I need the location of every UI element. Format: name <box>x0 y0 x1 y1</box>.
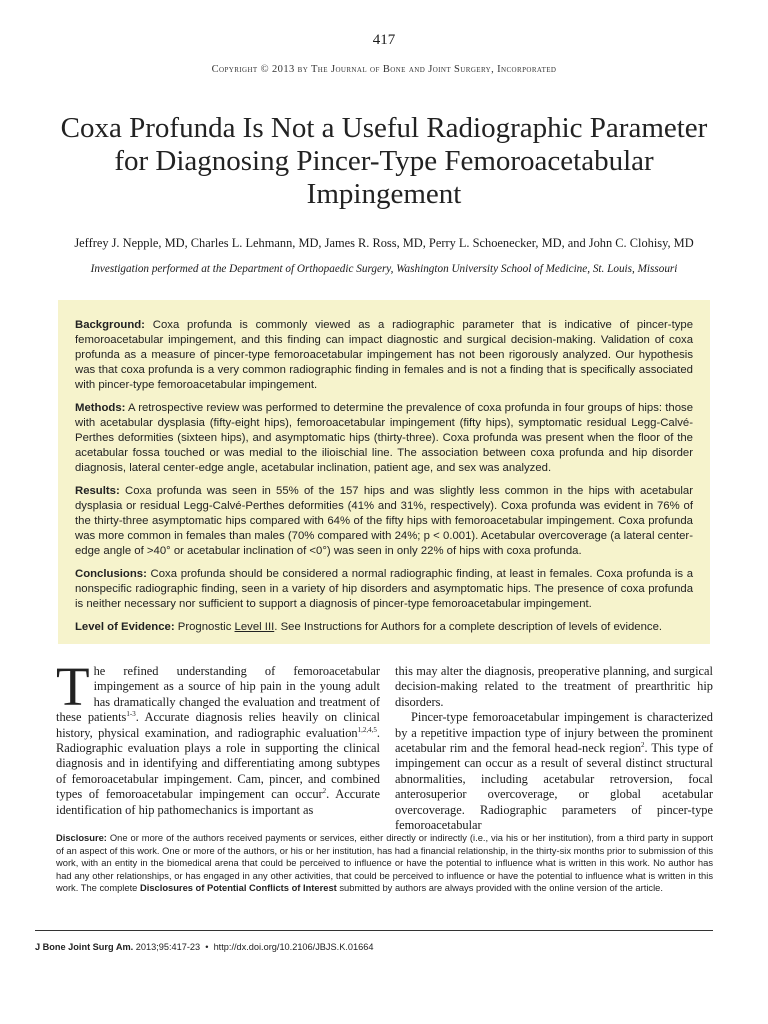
intro-text-2: . Accurate diagnosis relies heavily on clinical history, physical examination, and radiographic evaluation <box>56 710 380 740</box>
pincer-text-2: . This type of impingement can occur as a result of several distinct structural abnormalities, including acetabular retroversion, focal anterosuperior overcoverage, or global acetabular overcoverage. Radiographic parameters of pincer-type femoroacetabular <box>395 741 713 833</box>
doi-link[interactable]: http://dx.doi.org/10.2106/JBJS.K.01664 <box>213 942 374 952</box>
disclosure-note <box>56 832 713 895</box>
article-title: Coxa Profunda Is Not a Useful Radiographic Parameter for Diagnosing Pincer-Type Femoroacetabular Impingement <box>60 112 708 210</box>
citation-ref[interactable]: 1,2,4,5 <box>357 725 377 734</box>
disclosures-link[interactable]: Disclosures of Potential Conflicts of Interest <box>139 883 337 894</box>
intro-paragraph <box>56 656 380 818</box>
intro-text-4: . Accurate identification of hip pathomechanics is important as <box>56 787 380 817</box>
citation-ref[interactable]: 2 <box>641 740 645 749</box>
disclosure-tail: submitted by authors are always provided with the online version of the article. <box>339 883 663 894</box>
journal-name: J Bone Joint Surg Am. <box>35 942 134 952</box>
level-prefix: Prognostic <box>177 621 232 633</box>
body-column-right <box>395 664 713 833</box>
bullet-separator: • <box>205 942 209 952</box>
copyright-line: Copyright © 2013 by The Journal of Bone and Joint Surgery, Incorporated <box>211 64 557 75</box>
pincer-paragraph <box>395 710 713 833</box>
footer-citation <box>35 942 373 952</box>
affiliation: Investigation performed at the Department of Orthopaedic Surgery, Washington University School of Medicine, St. Louis, Missouri <box>90 263 678 275</box>
page-number: 417 <box>372 32 396 48</box>
methods-text: A retrospective review was performed to determine the prevalence of coxa profunda in four groups of hips: those with acetabular dysplasia (fifty-eight hips), femoroacetabular impingement (fifty hips), symptomatic residual Legg-Calvé-Perthes deformities (sixteen hips), and asymptomatic hips (thirty-three). Coxa profunda was present when the floor of the acetabular fossa touched or was medial to the ilioischial line. The association between coxa profunda and hip disorder diagnosis, lateral center-edge angle, acetabular inclination, patient age, and sex was analyzed. <box>75 402 693 474</box>
intro-text-1: he refined understanding of femoroacetabular impingement as a source of hip pain in the young adult has dramatically changed the evaluation and treatment of these patients <box>56 664 380 725</box>
abstract-methods <box>75 401 693 476</box>
citation-ref[interactable]: 2 <box>322 787 327 796</box>
author-list: Jeffrey J. Nepple, MD, Charles L. Lehmann, MD, James R. Ross, MD, Perry L. Schoenecker, MD, and John C. Clohisy, MD <box>74 236 694 250</box>
abstract-background <box>75 318 693 393</box>
level-suffix: . See Instructions for Authors for a complete description of levels of evidence. <box>274 621 663 633</box>
level-heading: Level of Evidence: <box>75 621 175 633</box>
drop-cap: T <box>56 656 90 717</box>
abstract-conclusions <box>75 567 693 612</box>
pincer-text-1: Pincer-type femoroacetabular impingement is characterized by a repetitive impaction type of injury between the prominent acetabular rim and the femoral head-neck region <box>395 710 713 756</box>
intro-text-3: . Radiographic evaluation plays a role in supporting the clinical diagnosis and in identifying and differentiating among subtypes of femoroacetabular impingement. Cam, pincer, and combined types of femoroacetabular impingement can occur <box>56 725 380 802</box>
background-heading: Background: <box>75 319 145 331</box>
abstract-level-of-evidence <box>75 620 693 635</box>
abstract-box <box>58 300 710 644</box>
results-text: Coxa profunda was seen in 55% of the 157 hips and was slightly less common in the hips with acetabular dysplasia or residual Legg-Calvé-Perthes deformities (41% and 31%, respectively). Coxa profunda was evident in 76% of the thirty-three asymptomatic hips compared with 64% of the fifty hips with femoroacetabular impingement. Coxa profunda was more common in females than males (70% compared with 24%; p < 0.001). Acetabular overcoverage (a lateral center-edge angle of >40° or acetabular inclination of <0°) was seen in only 22% of hips with coxa profunda. <box>75 485 694 557</box>
disclosure-heading: Disclosure: <box>56 833 107 843</box>
results-heading: Results: <box>75 485 120 497</box>
conclusions-text: Coxa profunda should be considered a normal radiographic finding, at least in females. Coxa profunda is a nonspecific radiographic finding, seen in a variety of hip disorders and asymptomatic hips. The presence of coxa profunda is neither necessary nor sufficient to support a diagnosis of pincer-type femoroacetabular impingement. <box>75 568 694 610</box>
body-column-left <box>56 656 380 818</box>
abstract-results <box>75 484 693 559</box>
conclusions-heading: Conclusions: <box>75 568 147 580</box>
methods-heading: Methods: <box>75 402 126 414</box>
disclosure-text: One or more of the authors received payments or services, either directly or indirectly (i.e., via his or her institution), from a third party in support of an aspect of this work. One or more of the authors, or his or her institution, has had a financial relationship, in the thirty-six months prior to submission of this work, with an entity in the biomedical arena that could be perceived to influence or have the potential to influence what is written in this work. No author has had any other relationships, or has engaged in any other activities, that could be perceived to influence or have the potential to influence what is written in this work. The complete <box>56 833 713 894</box>
level-iii-link[interactable]: Level III <box>234 621 275 633</box>
citation-ref[interactable]: 1-3 <box>126 710 136 719</box>
background-text: Coxa profunda is commonly viewed as a radiographic parameter that is indicative of pincer-type femoroacetabular impingement, and this finding can impact diagnostic and surgical decision-making. Validation of coxa profunda as a measure of pincer-type femoroacetabular impingement has not been rigorously analyzed. Our hypothesis was that coxa profunda is a very common radiographic finding in females and is not a finding that is specifically associated with pincer-type femoroacetabular impingement. <box>75 319 694 391</box>
continued-paragraph: this may alter the diagnosis, preoperative planning, and surgical decision-making related to the treatment of prearthritic hip disorders. <box>395 664 713 709</box>
footer-divider <box>35 930 713 931</box>
citation-volume: 2013;95:417-23 <box>135 942 201 952</box>
